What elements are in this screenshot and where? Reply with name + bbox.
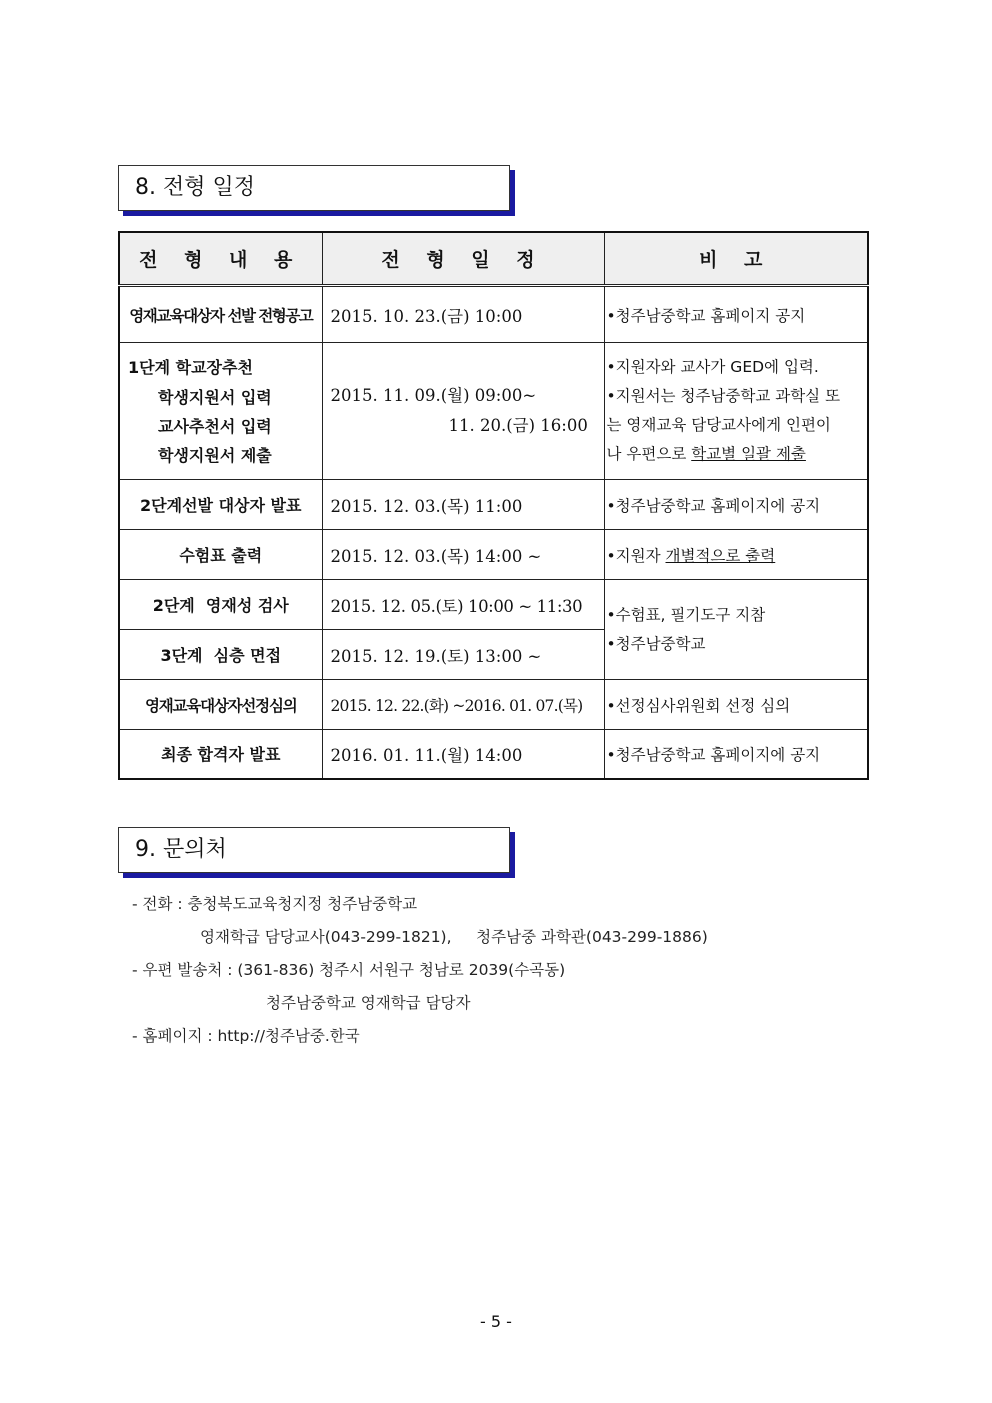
header-schedule: 전 형 일 정 (322, 232, 604, 286)
section-8-heading: 8. 전형 일정 (118, 165, 510, 211)
note-underline: 학교별 일괄 제출 (691, 445, 806, 463)
row-schedule: 2015. 10. 23.(금) 10:00 (322, 286, 604, 343)
row-schedule: 2015. 12. 19.(토) 13:00 ~ (322, 630, 604, 680)
row-content: 2단계 영재성 검사 (119, 580, 322, 630)
note-line: •청주남중학교 (606, 634, 706, 653)
row-note: •청주남중학교 홈페이지에 공지 (604, 730, 868, 779)
row-note: •선정심사위원회 선정 심의 (604, 680, 868, 730)
row-content: 영재교육대상자 선발 전형공고 (119, 286, 322, 343)
row-note: •청주남중학교 홈페이지에 공지 (604, 480, 868, 530)
contact-mail: - 우편 발송처 : (361-836) 청주시 서원구 청남로 2039(수곡동) (132, 961, 566, 979)
note-line: 는 영재교육 담당교사에게 인편이 (606, 416, 831, 434)
header-note: 비 고 (604, 232, 868, 286)
row-note: •청주남중학교 홈페이지 공지 (604, 286, 868, 343)
row-content: 최종 합격자 발표 (119, 730, 322, 779)
row-note (604, 343, 868, 480)
row-schedule: 2015. 12. 22.(화) ~2016. 01. 07.(목) (322, 680, 604, 730)
stage1-title: 1단계 학교장추천 (128, 357, 253, 377)
row-schedule: 2015. 12. 05.(토) 10:00 ~ 11:30 (322, 580, 604, 630)
schedule-table (118, 231, 869, 780)
contact-info (132, 888, 708, 1053)
contact-mail-detail: 청주남중학교 영재학급 담당자 (266, 994, 471, 1012)
note-line: •지원자와 교사가 GED에 입력. (606, 358, 819, 376)
stage1-sub-item: 학생지원서 제출 (158, 445, 272, 465)
table-row (119, 480, 868, 530)
row-note (604, 530, 868, 580)
table-row (119, 343, 868, 480)
note-prefix: •지원자 (606, 546, 666, 565)
row-schedule: 2015. 12. 03.(목) 11:00 (322, 480, 604, 530)
table-row (119, 730, 868, 779)
contact-homepage: - 홈페이지 : http://청주남중.한국 (132, 1027, 360, 1045)
note-line: •지원서는 청주남중학교 과학실 또 (606, 387, 841, 405)
table-header-row (119, 232, 868, 286)
schedule-start: 2015. 11. 09.(월) 09:00~ (330, 386, 537, 405)
page-number: - 5 - (480, 1312, 512, 1331)
row-schedule: 2016. 01. 11.(월) 14:00 (322, 730, 604, 779)
merged-note (604, 580, 868, 680)
stage1-sub-item: 교사추천서 입력 (158, 416, 272, 436)
stage1-sub-item: 학생지원서 입력 (158, 387, 272, 407)
row-content: 수험표 출력 (119, 530, 322, 580)
contact-phone: - 전화 : 충청북도교육청지정 청주남중학교 (132, 895, 418, 913)
note-underline: 개별적으로 출력 (665, 546, 776, 565)
table-row (119, 580, 868, 630)
contact-phone-detail: 영재학급 담당교사(043-299-1821), 청주남중 과학관(043-299-1886) (200, 928, 708, 946)
row-schedule (322, 343, 604, 480)
row-content: 3단계 심층 면접 (119, 630, 322, 680)
section-9-heading: 9. 문의처 (118, 827, 510, 873)
table-row (119, 286, 868, 343)
row-content (119, 343, 322, 480)
note-line: 나 우편으로 (606, 445, 692, 463)
row-content: 2단계선발 대상자 발표 (119, 480, 322, 530)
row-content: 영재교육대상자선정심의 (119, 680, 322, 730)
table-row (119, 530, 868, 580)
header-content: 전 형 내 용 (119, 232, 322, 286)
row-schedule: 2015. 12. 03.(목) 14:00 ~ (322, 530, 604, 580)
table-row (119, 680, 868, 730)
schedule-end: 11. 20.(금) 16:00 (448, 416, 588, 435)
note-line: •수험표, 필기도구 지참 (606, 605, 766, 624)
